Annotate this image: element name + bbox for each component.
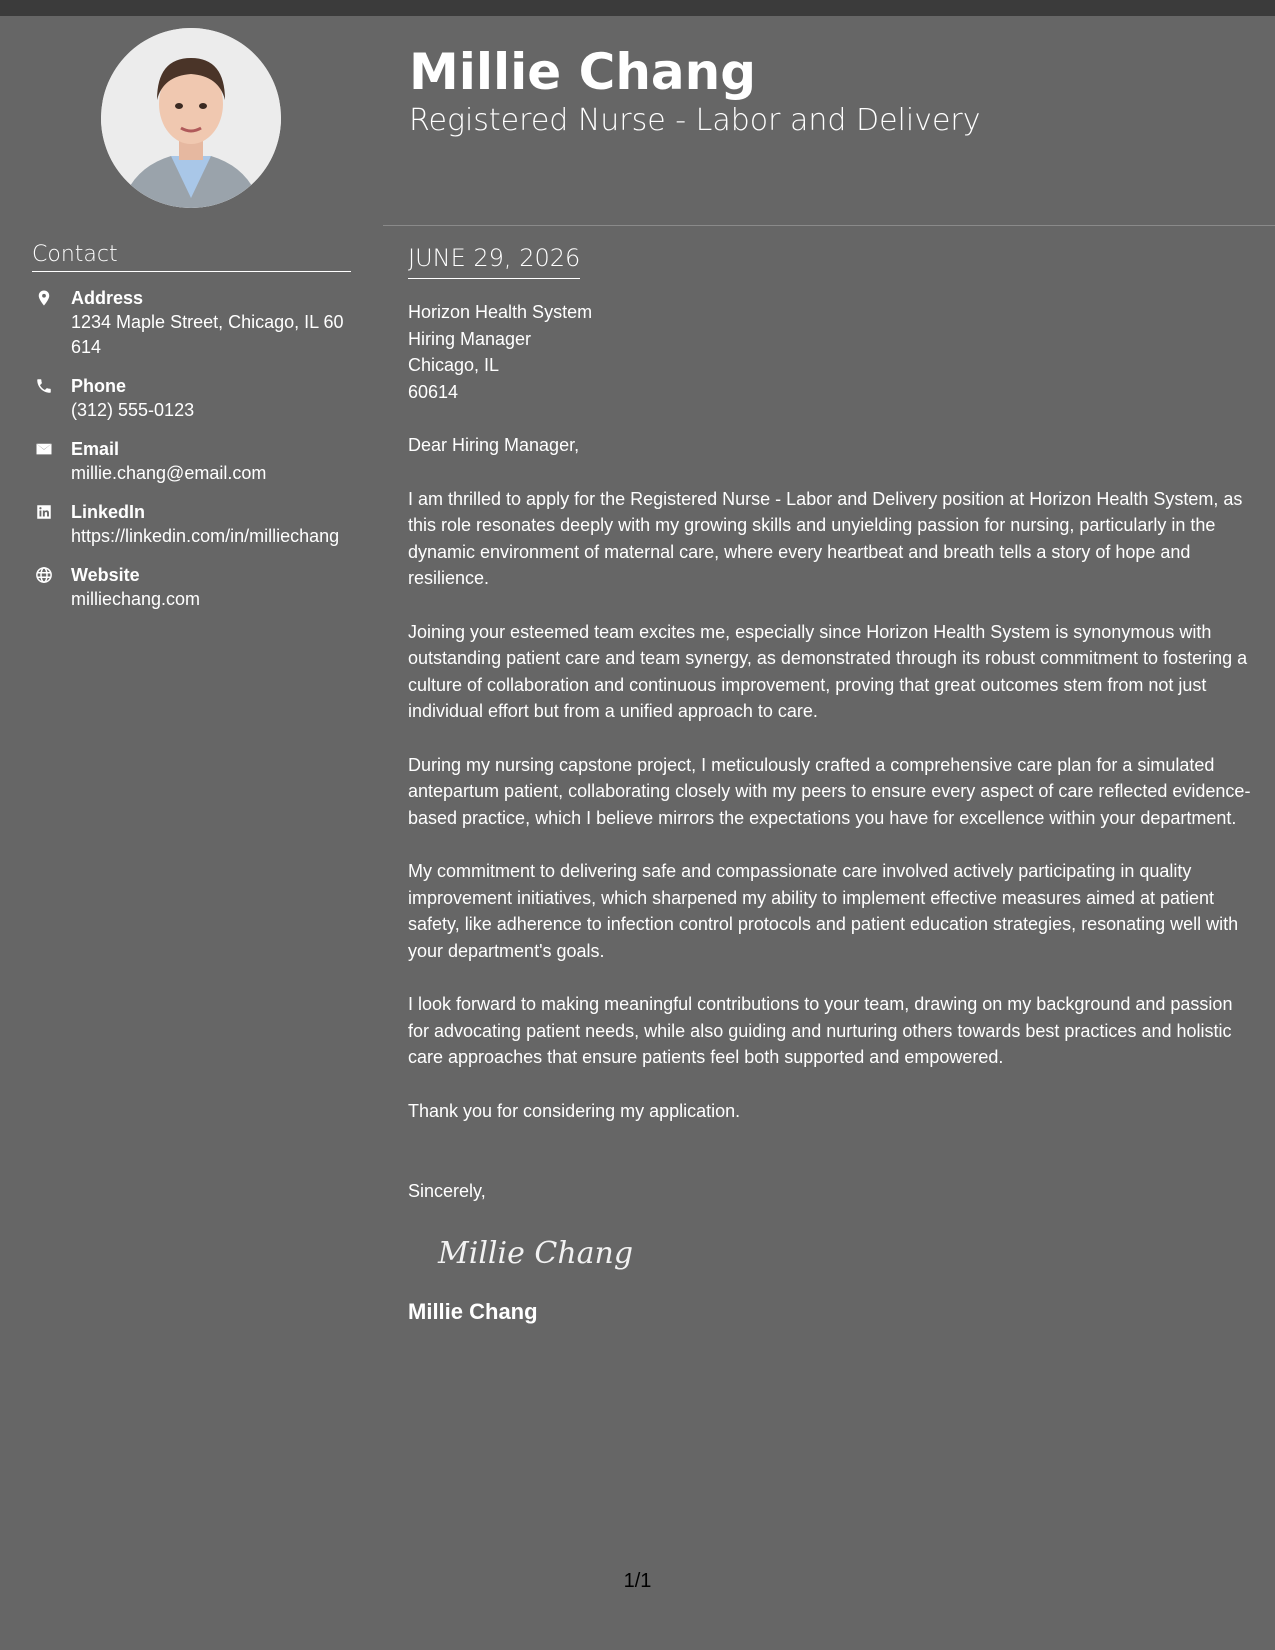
envelope-icon bbox=[34, 439, 54, 459]
contact-item-website bbox=[32, 563, 352, 612]
page-indicator: 1/1 bbox=[623, 1570, 652, 1592]
recipient-line: 60614 bbox=[408, 381, 459, 402]
contact-label-email: Email bbox=[71, 439, 120, 459]
contact-label-linkedin: LinkedIn bbox=[71, 502, 146, 522]
contact-label-phone: Phone bbox=[71, 376, 127, 396]
contact-value-website[interactable]: milliechang.com bbox=[71, 589, 201, 609]
profile-name: Millie Chang bbox=[409, 43, 757, 101]
contact-item-linkedin bbox=[32, 500, 352, 549]
recipient-line: Chicago, IL bbox=[408, 355, 500, 375]
contact-list bbox=[32, 286, 352, 626]
contact-label-website: Website bbox=[71, 565, 140, 585]
paragraph: I am thrilled to apply for the Registered Nurse - Labor and Delivery position at Horizon Health System, as this role resonates deeply with my growing skills and unyielding passion for nursing, particularly in the dynamic environment of maternal care, where every heartbeat and breath tells a story of hope and resilience. bbox=[408, 488, 1243, 588]
closing: Sincerely, bbox=[408, 1181, 486, 1201]
globe-icon bbox=[34, 565, 54, 585]
paragraph: Thank you for considering my application. bbox=[408, 1100, 741, 1121]
linkedin-icon bbox=[34, 502, 54, 522]
contact-label-address: Address bbox=[71, 288, 144, 308]
paragraph: Joining your esteemed team excites me, especially since Horizon Health System is synonymous with outstanding patient care and team synergy, as demonstrated through its robust commitment to fostering a culture of collaboration and continuous improvement, proving that great outcomes stem from not just individual effort but from a unified approach to care. bbox=[408, 621, 1248, 721]
recipient-block bbox=[408, 299, 1253, 405]
avatar-portrait bbox=[101, 28, 281, 208]
recipient-line: Horizon Health System bbox=[408, 302, 593, 322]
contact-heading: Contact bbox=[32, 242, 351, 272]
phone-icon bbox=[34, 376, 54, 396]
signature-image bbox=[436, 1223, 656, 1283]
contact-value-address: 1234 Maple Street, Chicago, IL 60614 bbox=[71, 312, 344, 357]
paragraph: I look forward to making meaningful contributions to your team, drawing on my background and passion for advocating patient needs, while also guiding and nurturing others towards best practices and holistic care approaches that ensure patients feel both supported and empowered. bbox=[408, 994, 1233, 1067]
paragraph: During my nursing capstone project, I meticulously crafted a comprehensive care plan for a simulated antepartum patient, collaborating closely with my peers to ensure every aspect of care reflected evidence-based practice, which I believe mirrors the expectations you have for excellence within your department. bbox=[408, 754, 1251, 828]
contact-value-phone: (312) 555-0123 bbox=[71, 400, 195, 420]
avatar bbox=[101, 28, 281, 208]
signed-name: Millie Chang bbox=[408, 1298, 538, 1324]
salutation: Dear Hiring Manager, bbox=[408, 435, 580, 455]
profile-title: Registered Nurse - Labor and Delivery bbox=[409, 103, 981, 138]
contact-value-linkedin[interactable]: https://linkedin.com/in/milliechang bbox=[71, 526, 340, 546]
contact-item-phone bbox=[32, 374, 352, 423]
paragraph: My commitment to delivering safe and compassionate care involved actively participating in quality improvement initiatives, which sharpened my ability to implement effective measures aimed at patient safety, like adherence to infection control protocols and patient education strategies, resonating well with your department's goals. bbox=[408, 861, 1239, 961]
letter-date: JUNE 29, 2026 bbox=[408, 243, 580, 279]
recipient-line: Hiring Manager bbox=[408, 328, 532, 349]
header bbox=[383, 16, 1275, 226]
signature-text: Millie Chang bbox=[438, 1235, 634, 1271]
contact-item-address bbox=[32, 286, 352, 360]
map-pin-icon bbox=[34, 288, 54, 308]
signature bbox=[436, 1223, 656, 1283]
contact-item-email bbox=[32, 437, 352, 486]
contact-value-email[interactable]: millie.chang@email.com bbox=[71, 463, 267, 483]
top-bar bbox=[0, 0, 1275, 16]
letter-body bbox=[408, 243, 1253, 1327]
sidebar bbox=[0, 16, 383, 1650]
